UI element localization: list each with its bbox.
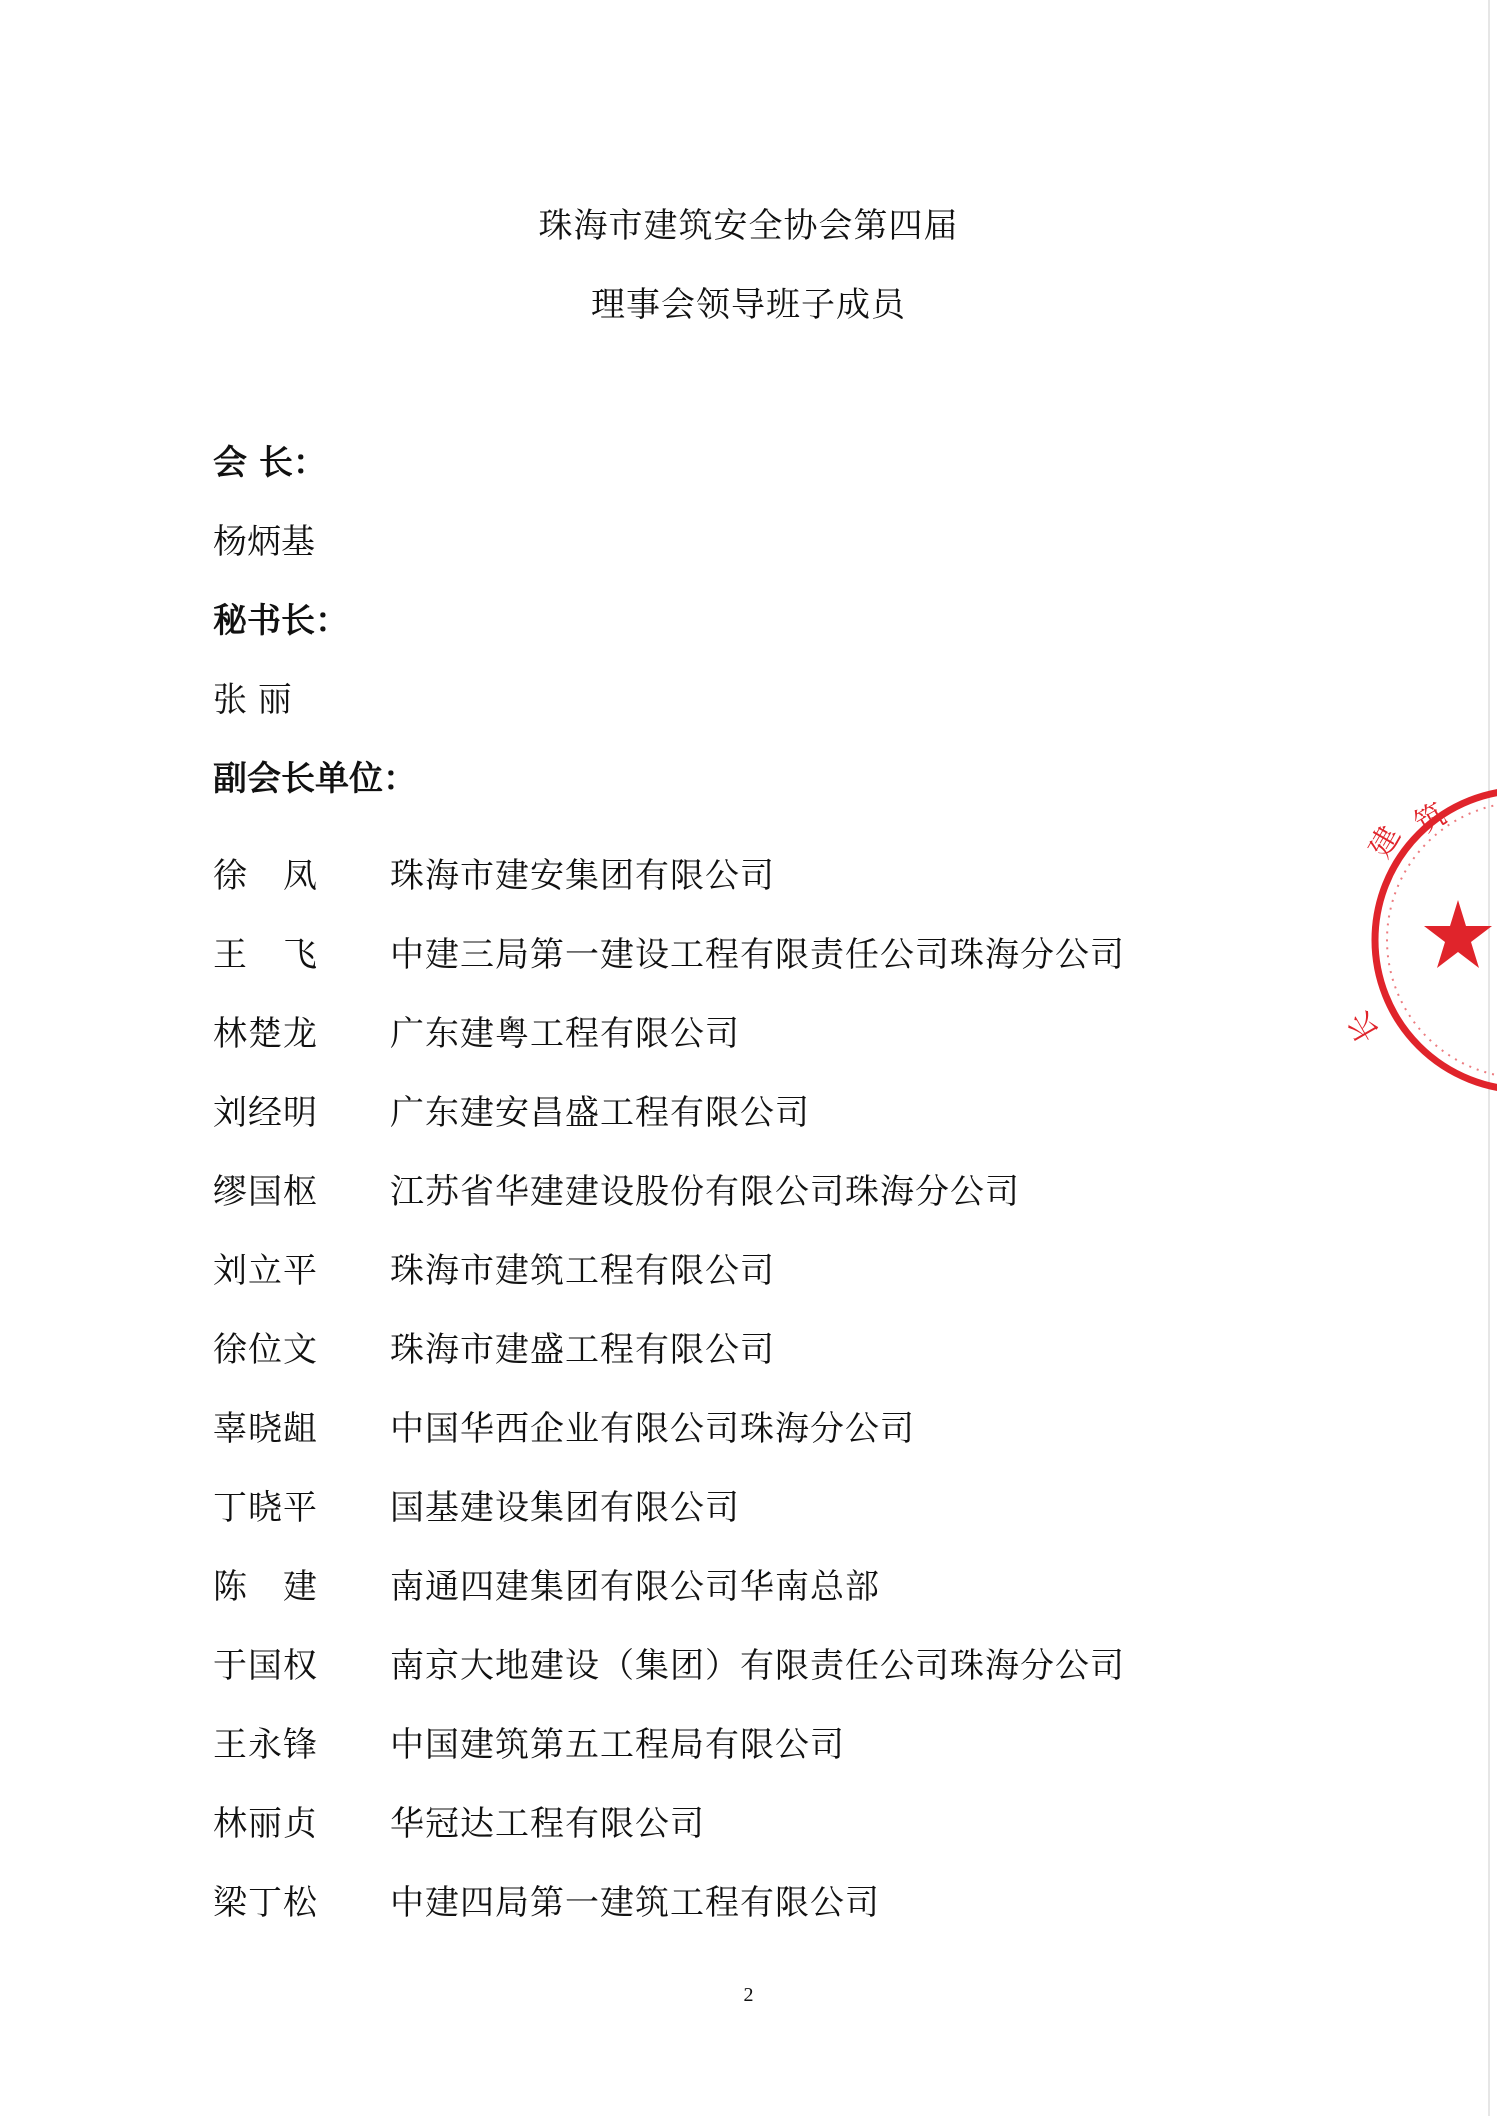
president-heading: 会 长： [213, 443, 327, 483]
document-title-line-2: 理事会领导班子成员 [591, 285, 906, 325]
list-item [213, 915, 1213, 994]
member-unit: 国基建设集团有限公司 [390, 1487, 740, 1528]
seal-icon [1341, 780, 1490, 1100]
member-unit: 广东建粤工程有限公司 [390, 1013, 740, 1054]
list-item [213, 836, 1213, 915]
list-item [213, 1626, 1213, 1705]
member-unit: 江苏省华建建设股份有限公司珠海分公司 [390, 1171, 1020, 1212]
list-item [213, 1468, 1213, 1547]
member-name: 辜晓龃 [213, 1408, 318, 1449]
secretary-general-name: 张 丽 [213, 680, 292, 720]
member-unit: 中建四局第一建筑工程有限公司 [390, 1882, 880, 1923]
vice-president-units-heading: 副会长单位： [213, 759, 417, 799]
member-unit: 南通四建集团有限公司华南总部 [390, 1566, 880, 1607]
vice-president-list [213, 836, 1213, 1942]
list-item [213, 1310, 1213, 1389]
seal-character: 筑 [1408, 796, 1452, 842]
member-name: 林楚龙 [213, 1013, 318, 1054]
list-item [213, 1547, 1213, 1626]
member-unit: 广东建安昌盛工程有限公司 [390, 1092, 810, 1133]
list-item [213, 994, 1213, 1073]
member-unit: 中国华西企业有限公司珠海分公司 [390, 1408, 915, 1449]
member-unit: 珠海市建安集团有限公司 [390, 855, 775, 896]
list-item [213, 1231, 1213, 1310]
list-item [213, 1705, 1213, 1784]
official-seal [1341, 780, 1490, 1100]
page-number: 2 [743, 1984, 754, 2006]
list-item [213, 1863, 1213, 1942]
member-name: 刘立平 [213, 1250, 318, 1291]
member-name: 刘经明 [213, 1092, 318, 1133]
member-name: 徐位文 [213, 1329, 318, 1370]
member-name: 丁晓平 [213, 1487, 318, 1528]
member-name: 王永锋 [213, 1724, 318, 1765]
list-item [213, 1784, 1213, 1863]
member-name: 缪国枢 [213, 1171, 318, 1212]
list-item [213, 1152, 1213, 1231]
secretary-general-heading: 秘书长： [213, 601, 349, 641]
member-name: 梁丁松 [213, 1882, 318, 1923]
member-unit: 珠海市建筑工程有限公司 [390, 1250, 775, 1291]
list-item [213, 1073, 1213, 1152]
document-title-line-1: 珠海市建筑安全协会第四届 [538, 206, 959, 246]
member-unit: 中国建筑第五工程局有限公司 [390, 1724, 845, 1765]
member-name: 陈 建 [213, 1566, 318, 1607]
member-unit: 南京大地建设（集团）有限责任公司珠海分公司 [390, 1645, 1125, 1686]
member-name: 王 飞 [213, 934, 318, 975]
member-unit: 珠海市建盛工程有限公司 [390, 1329, 775, 1370]
member-name: 林丽贞 [213, 1803, 318, 1844]
member-name: 徐 凤 [213, 855, 318, 896]
seal-character: 长 [1341, 1005, 1387, 1049]
list-item [213, 1389, 1213, 1468]
president-name: 杨炳基 [213, 522, 315, 562]
seal-character: 建 [1362, 820, 1408, 864]
member-unit: 中建三局第一建设工程有限责任公司珠海分公司 [390, 934, 1125, 975]
member-name: 于国权 [213, 1645, 318, 1686]
member-unit: 华冠达工程有限公司 [390, 1803, 705, 1844]
